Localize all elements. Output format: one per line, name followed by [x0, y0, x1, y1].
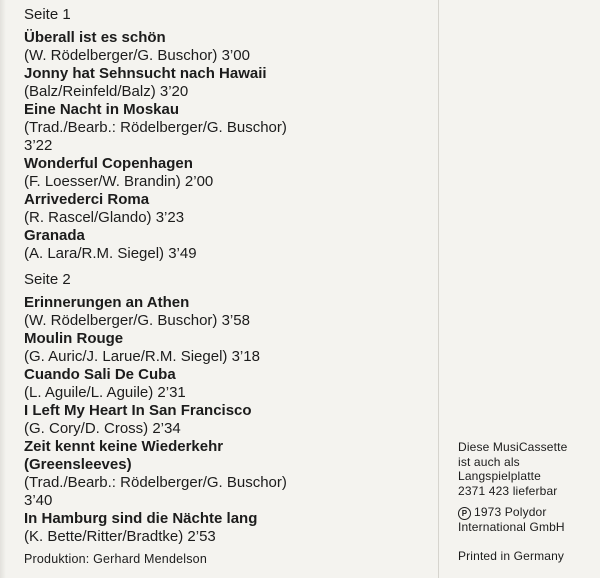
copyright-notice	[458, 505, 598, 535]
paper-edge	[0, 0, 6, 578]
track-title: Wonderful Copenhagen	[24, 155, 193, 172]
track-credit: (G. Cory/D. Cross) 2’34	[24, 420, 181, 437]
side-2-tracks	[24, 294, 434, 546]
track-credit: (A. Lara/R.M. Siegel) 3’49	[24, 245, 197, 262]
track	[24, 402, 434, 438]
track	[24, 366, 434, 402]
track-title: In Hamburg sind die Nächte lang	[24, 510, 258, 527]
track-credit: (W. Rödelberger/G. Buschor) 3’58	[24, 312, 250, 329]
phonogram-icon: P	[458, 507, 471, 520]
track	[24, 227, 434, 263]
note-line: 2371 423 lieferbar	[458, 483, 558, 498]
note-line: Diese MusiCassette	[458, 440, 568, 454]
note-line: Langspielplatte	[458, 469, 541, 483]
copyright-company: International GmbH	[458, 520, 565, 534]
track	[24, 65, 434, 101]
track-credit: (K. Bette/Ritter/Bradtke) 2’53	[24, 528, 216, 545]
track-title: Granada	[24, 227, 85, 244]
track-credit: (Balz/Reinfeld/Balz) 3’20	[24, 83, 189, 100]
side-1-tracks	[24, 29, 434, 263]
side-2-label: Seite 2	[24, 271, 71, 288]
track	[24, 29, 434, 65]
track-title: Cuando Sali De Cuba	[24, 366, 176, 383]
side-1-label: Seite 1	[24, 6, 71, 23]
tracklist	[24, 6, 434, 567]
track-title: Überall ist es schön	[24, 29, 166, 46]
track-credit: (Trad./Bearb.: Rödelberger/G. Buschor)	[24, 119, 287, 136]
track	[24, 294, 434, 330]
track	[24, 101, 434, 155]
track-title: Erinnerungen an Athen	[24, 294, 190, 311]
track-title: Arrivederci Roma	[24, 191, 150, 208]
note-line: ist auch als	[458, 454, 520, 469]
track-credit: (G. Auric/J. Larue/R.M. Siegel) 3’18	[24, 348, 260, 365]
printed-in: Printed in Germany	[458, 549, 565, 563]
track	[24, 191, 434, 227]
track	[24, 438, 434, 510]
track-credit: (F. Loesser/W. Brandin) 2’00	[24, 173, 214, 190]
track-subtitle: (Greensleeves)	[24, 456, 132, 473]
track-credit: (W. Rödelberger/G. Buschor) 3’00	[24, 47, 250, 64]
track-credit: (L. Aguile/L. Aguile) 2’31	[24, 384, 186, 401]
copyright-line	[458, 505, 598, 520]
track-title: Jonny hat Sehnsucht nach Hawaii	[24, 65, 267, 82]
track	[24, 510, 434, 546]
copyright-year: 1973 Polydor	[474, 505, 547, 519]
track-title: Zeit kennt keine Wiederkehr	[24, 438, 224, 455]
track-title: Eine Nacht in Moskau	[24, 101, 180, 118]
track-title: Moulin Rouge	[24, 330, 124, 347]
track-duration: 3’22	[24, 137, 53, 154]
track-duration: 3’40	[24, 492, 53, 509]
track	[24, 330, 434, 366]
track	[24, 155, 434, 191]
production-credit: Produktion: Gerhard Mendelson	[24, 552, 207, 566]
track-credit: (R. Rascel/Glando) 3’23	[24, 209, 185, 226]
fold-line	[438, 0, 439, 578]
track-credit: (Trad./Bearb.: Rödelberger/G. Buschor)	[24, 474, 287, 491]
availability-note	[458, 440, 598, 498]
track-title: I Left My Heart In San Francisco	[24, 402, 252, 419]
